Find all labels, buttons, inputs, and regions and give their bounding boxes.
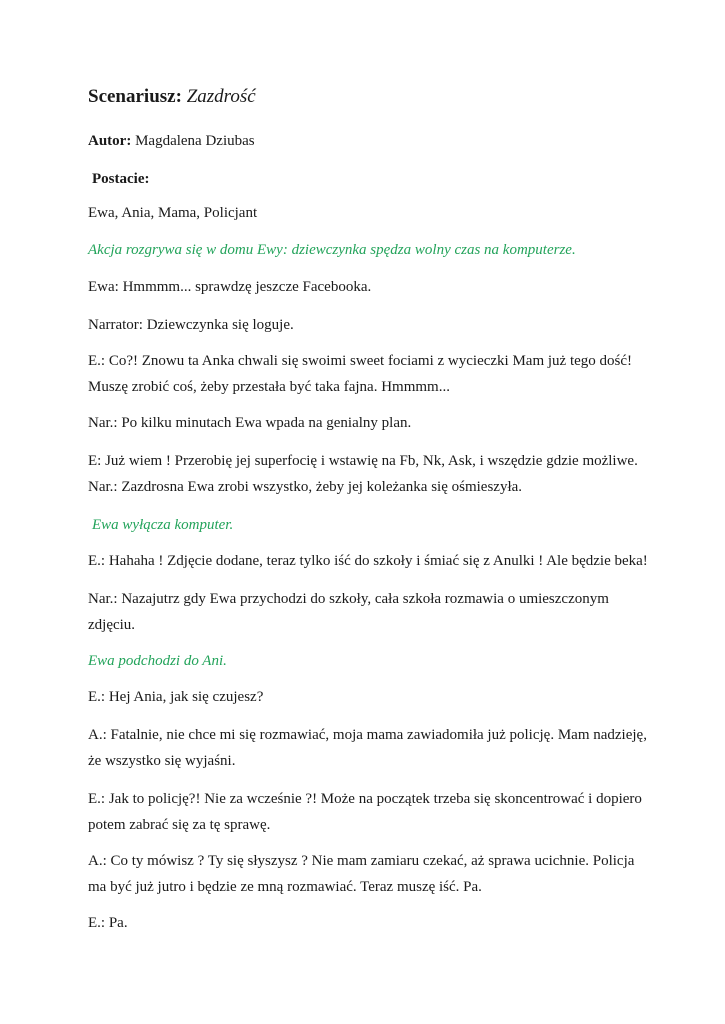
- dialogue-line: E.: Pa.: [88, 915, 128, 931]
- script-title: [88, 86, 256, 108]
- dialogue-line: E.: Hej Ania, jak się czujesz?: [88, 689, 264, 705]
- title-label: Scenariusz:: [88, 86, 182, 107]
- narrator-line: Nar.: Nazajutrz gdy Ewa przychodzi do szkoły, cała szkoła rozmawia o umieszczonym zdjęciu.: [88, 591, 609, 633]
- dialogue-line: A.: Co ty mówisz ? Ty się słyszysz ? Nie mam zamiaru czekać, aż sprawa ucichnie. Policja ma być już jutro i będzie ze mną rozmawiać. Teraz muszę iść. Pa.: [88, 853, 635, 895]
- author-name: Magdalena Dziubas: [135, 133, 255, 149]
- characters-list: Ewa, Ania, Mama, Policjant: [88, 205, 258, 221]
- characters-heading: Postacie:: [92, 171, 150, 187]
- dialogue-line: E.: Jak to policję?! Nie za wcześnie ?! Może na początek trzeba się skoncentrować i dopiero potem zabrać się za tę sprawę.: [88, 791, 642, 833]
- stage-direction: Ewa wyłącza komputer.: [92, 517, 234, 533]
- author-line: [88, 128, 648, 154]
- author-label: Autor:: [88, 133, 132, 149]
- dialogue-line: E: Już wiem ! Przerobię jej superfocię i wstawię na Fb, Nk, Ask, i wszędzie gdzie możliwe.: [88, 453, 638, 469]
- narrator-line: Nar.: Po kilku minutach Ewa wpada na genialny plan.: [88, 415, 412, 431]
- dialogue-line: A.: Fatalnie, nie chce mi się rozmawiać, moja mama zawiadomiła już policję. Mam nadzieję, że wszystko się wyjaśni.: [88, 727, 647, 769]
- stage-direction: Ewa podchodzi do Ani.: [88, 653, 227, 669]
- title-value: Zazdrość: [186, 86, 256, 107]
- narrator-line: Nar.: Zazdrosna Ewa zrobi wszystko, żeby jej koleżanka się ośmieszyła.: [88, 479, 523, 495]
- dialogue-line: E.: Co?! Znowu ta Anka chwali się swoimi sweet fociami z wycieczki Mam już tego dość! Muszę zrobić coś, żeby przestała być taka fajna. Hmmmm...: [88, 353, 633, 395]
- dialogue-line: Ewa: Hmmmm... sprawdzę jeszcze Facebooka.: [88, 279, 372, 295]
- narrator-line: Narrator: Dziewczynka się loguje.: [88, 317, 294, 333]
- stage-direction: Akcja rozgrywa się w domu Ewy: dziewczynka spędza wolny czas na komputerze.: [88, 242, 576, 258]
- dialogue-line: E.: Hahaha ! Zdjęcie dodane, teraz tylko iść do szkoły i śmiać się z Anulki ! Ale będzie beka!: [88, 553, 648, 569]
